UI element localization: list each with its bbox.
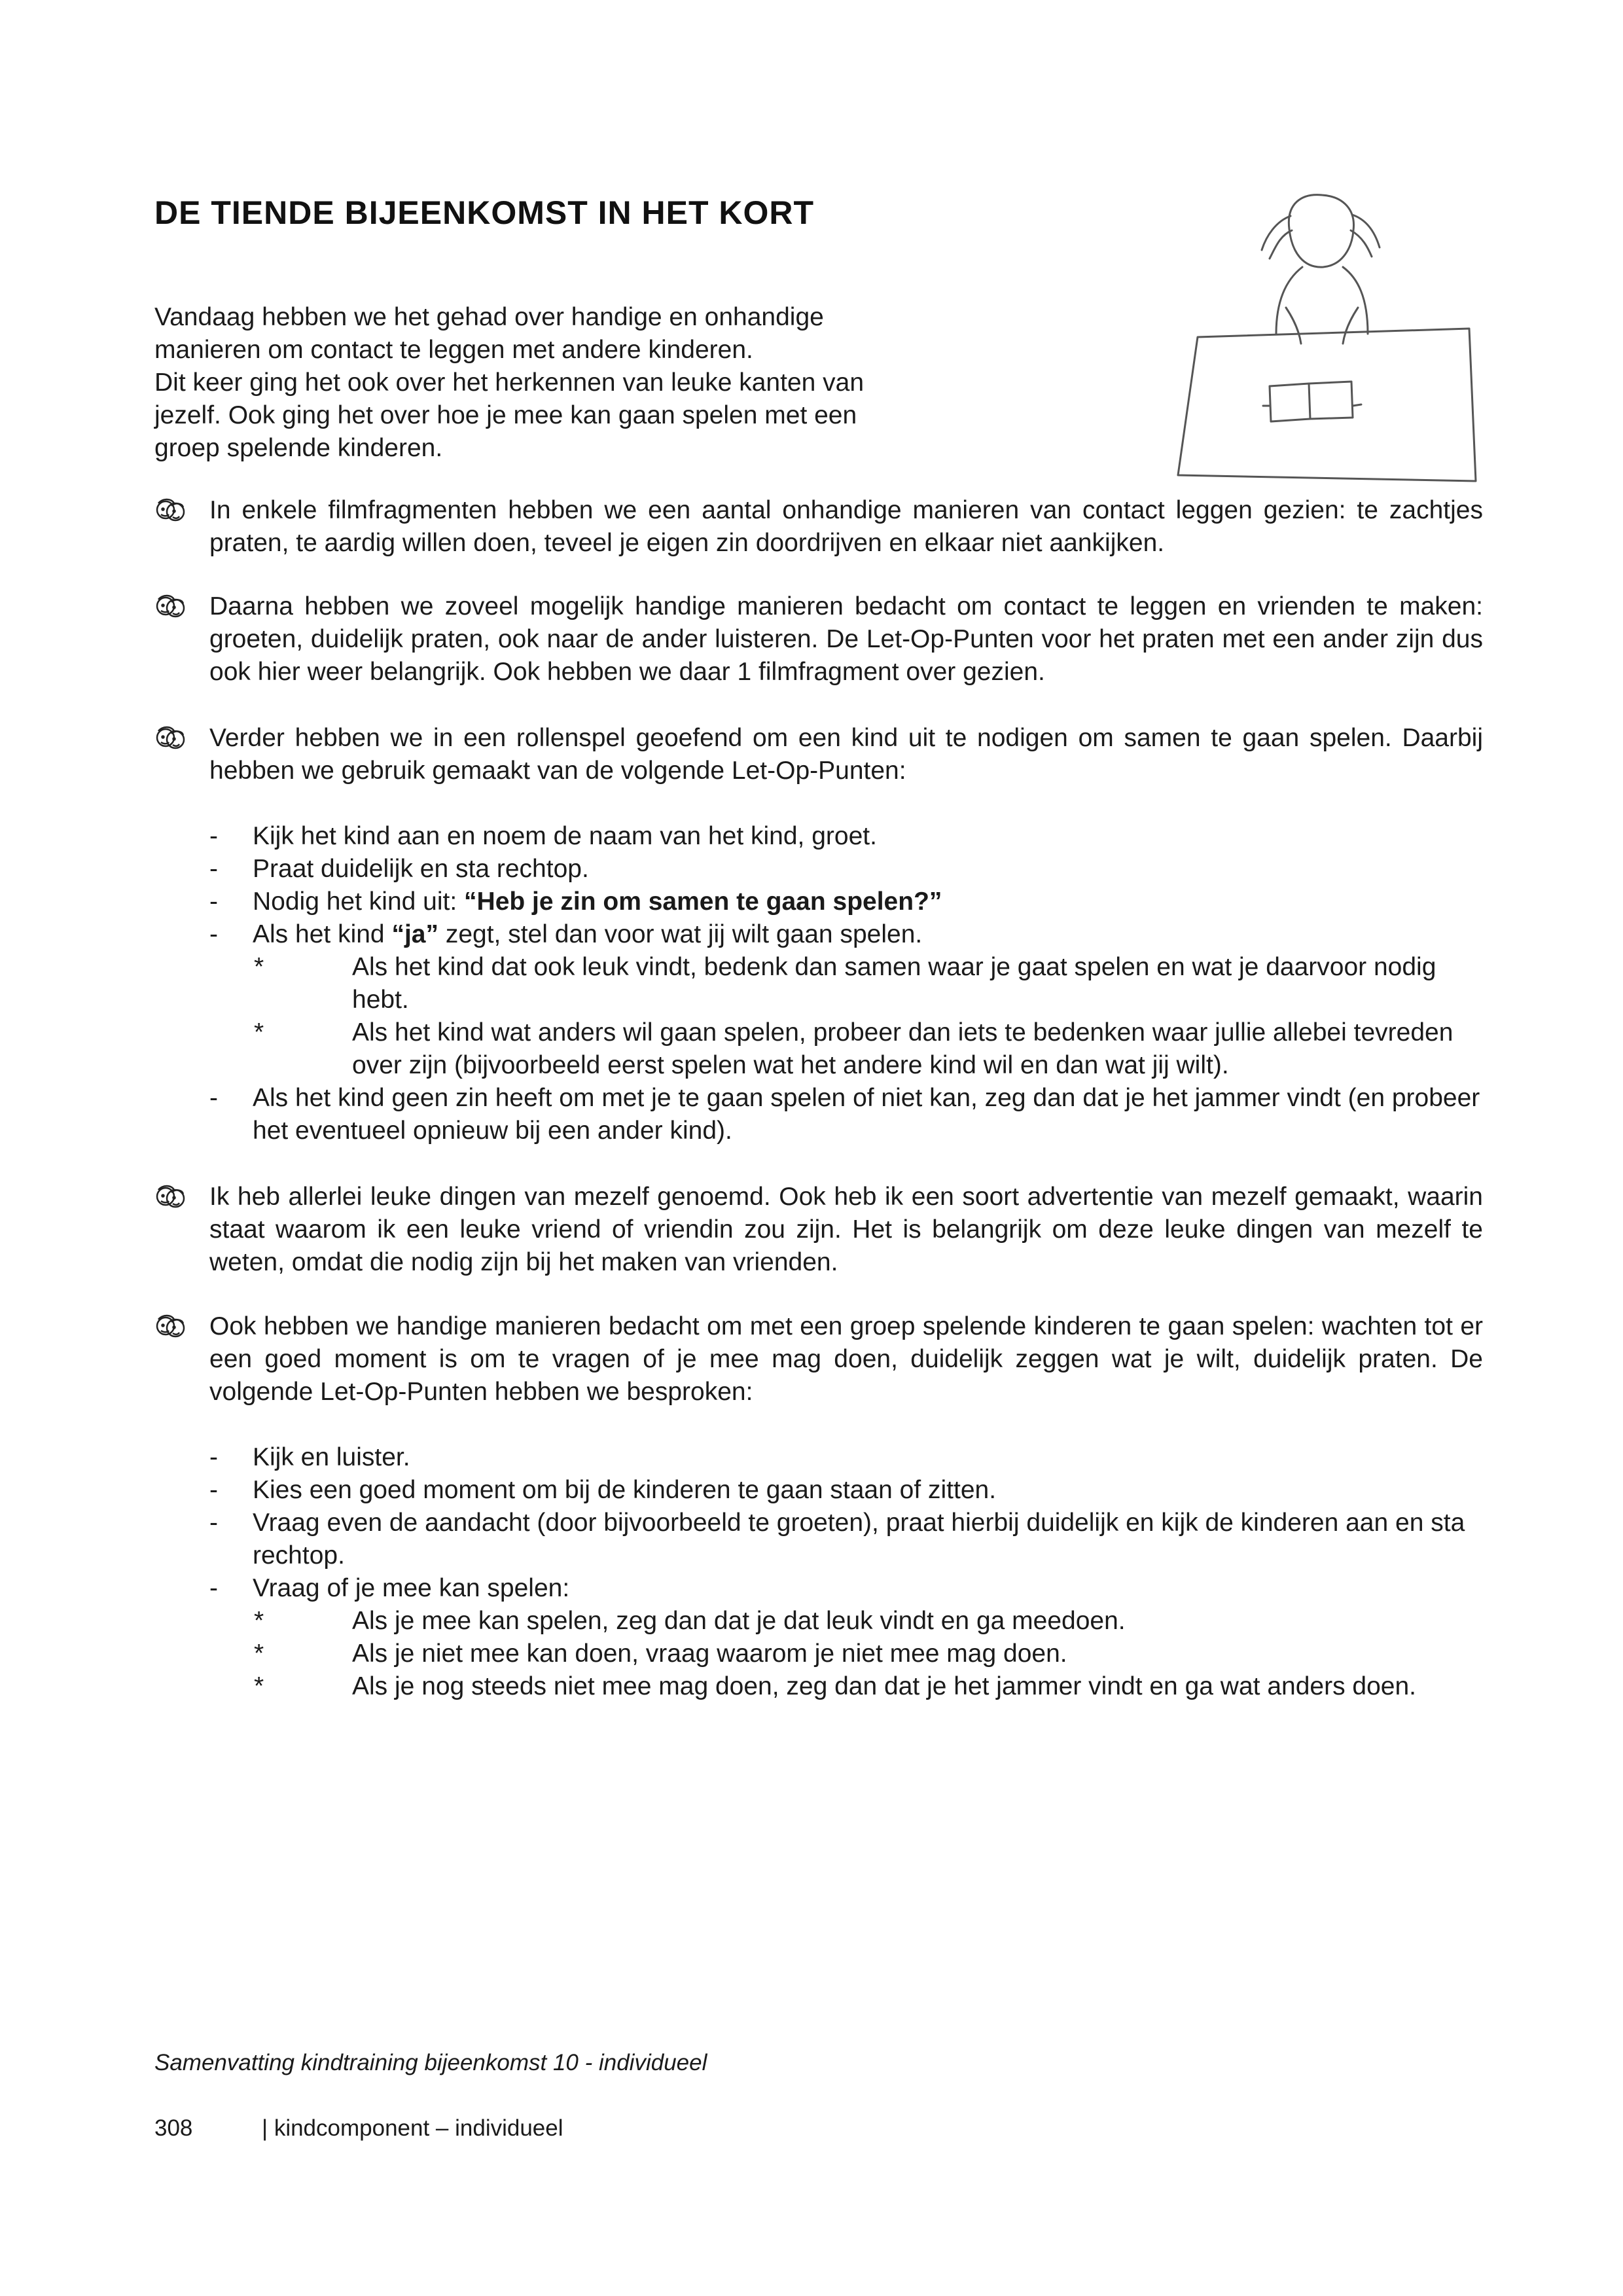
sub-list: [154, 951, 1483, 1082]
list-item-text: Nodig het kind uit:: [253, 888, 465, 916]
list-item: [154, 918, 1483, 1082]
let-op-punten-list: [154, 820, 1483, 1147]
section-text: Verder hebben we in een rollenspel geoefend om een kind uit te nodigen om samen te gaan spelen. Daarbij hebben we gebruik gemaakt van de volgende Let-Op-Punten:: [209, 724, 1483, 785]
sub-list-item: * Als je niet mee kan doen, vraag waarom je niet mee mag doen.: [154, 1638, 1483, 1670]
section-text: Ook hebben we handige manieren bedacht om met een groep spelende kinderen te gaan spelen: wachten tot er een goed moment is om te vragen of je mee mag doen, duidelijk zeggen wat je wilt, duidelijk praten. De volgende Let-Op-Punten hebben we besproken:: [209, 1312, 1483, 1406]
talking-faces-icon: [154, 1313, 186, 1340]
sub-list: [154, 1605, 1483, 1703]
page-title: DE TIENDE BIJEENKOMST IN HET KORT: [154, 194, 815, 231]
section-text: Daarna hebben we zoveel mogelijk handige manieren bedacht om contact te leggen en vrienden te maken: groeten, duidelijk praten, ook naar de ander luisteren. De Let-Op-Punten voor het praten met een ander zijn dus ook hier weer belangrijk. Ook hebben we daar 1 filmfragment over gezien.: [209, 592, 1483, 686]
summary-section-3: [154, 722, 1483, 1147]
child-reading-illustration: [1171, 190, 1486, 491]
list-item: - Vraag even de aandacht (door bijvoorbeeld te groeten), praat hierbij duidelijk en kijk de kinderen aan en sta rechtop.: [154, 1507, 1483, 1572]
intro-line: Vandaag hebben we het gehad over handige en onhandige: [154, 303, 824, 331]
list-item-text: Vraag of je mee kan spelen:: [253, 1574, 570, 1602]
section-text: In enkele filmfragmenten hebben we een aantal onhandige manieren van contact leggen gezien: te zachtjes praten, te aardig willen doen, teveel je eigen zin doordrijven en elkaar niet aankijken.: [209, 496, 1483, 557]
intro-line: groep spelende kinderen.: [154, 434, 443, 462]
let-op-punten-list: [154, 1441, 1483, 1703]
footer-title: Samenvatting kindtraining bijeenkomst 10 - individueel: [154, 2050, 707, 2075]
talking-faces-icon: [154, 497, 186, 524]
intro-paragraph: [154, 301, 946, 465]
list-item: [154, 886, 1483, 918]
list-item: - Kijk het kind aan en noem de naam van het kind, groet.: [154, 820, 1483, 853]
summary-section-1: [154, 494, 1483, 560]
summary-section-2: [154, 590, 1483, 689]
list-item-text: Als het kind: [253, 920, 392, 948]
sub-list-item: * Als het kind wat anders wil gaan spelen, probeer dan iets te bedenken waar jullie allebei tevreden over zijn (bijvoorbeeld eerst spelen wat het andere kind wil en dan wat jij wilt).: [154, 1016, 1483, 1082]
list-item-text: zegt, stel dan voor wat jij wilt gaan spelen.: [438, 920, 923, 948]
list-item: - Kijk en luister.: [154, 1441, 1483, 1474]
footer-section-label: | kindcomponent – individueel: [262, 2115, 563, 2141]
list-item: - Als het kind geen zin heeft om met je te gaan spelen of niet kan, zeg dan dat je het jammer vindt (en probeer het eventueel opnieuw bij een ander kind).: [154, 1082, 1483, 1147]
sub-list-item: * Als het kind dat ook leuk vindt, bedenk dan samen waar je gaat spelen en wat je daarvoor nodig hebt.: [154, 951, 1483, 1016]
talking-faces-icon: [154, 725, 186, 752]
list-item: - Praat duidelijk en sta rechtop.: [154, 853, 1483, 886]
invitation-quote: “Heb je zin om samen te gaan spelen?”: [464, 888, 942, 916]
list-item: [154, 1572, 1483, 1703]
list-item: - Kies een goed moment om bij de kinderen te gaan staan of zitten.: [154, 1474, 1483, 1507]
page-number: 308: [154, 2115, 193, 2141]
summary-section-4: [154, 1181, 1483, 1279]
talking-faces-icon: [154, 1183, 186, 1211]
summary-section-5: [154, 1310, 1483, 1703]
section-text: Ik heb allerlei leuke dingen van mezelf genoemd. Ook heb ik een soort advertentie van mezelf gemaakt, waarin staat waarom ik een leuke vriend of vriendin zou zijn. Het is belangrijk om deze leuke dingen van mezelf te weten, omdat die nodig zijn bij het maken van vrienden.: [209, 1183, 1483, 1276]
sub-list-item: * Als je nog steeds niet mee mag doen, zeg dan dat je het jammer vindt en ga wat anders doen.: [154, 1670, 1483, 1703]
talking-faces-icon: [154, 593, 186, 620]
intro-line: jezelf. Ook ging het over hoe je mee kan gaan spelen met een: [154, 401, 857, 429]
sub-list-item: * Als je mee kan spelen, zeg dan dat je dat leuk vindt en ga meedoen.: [154, 1605, 1483, 1638]
yes-quote: “ja”: [391, 920, 438, 948]
intro-line: manieren om contact te leggen met andere kinderen.: [154, 336, 753, 364]
intro-line: Dit keer ging het ook over het herkennen van leuke kanten van: [154, 368, 865, 397]
